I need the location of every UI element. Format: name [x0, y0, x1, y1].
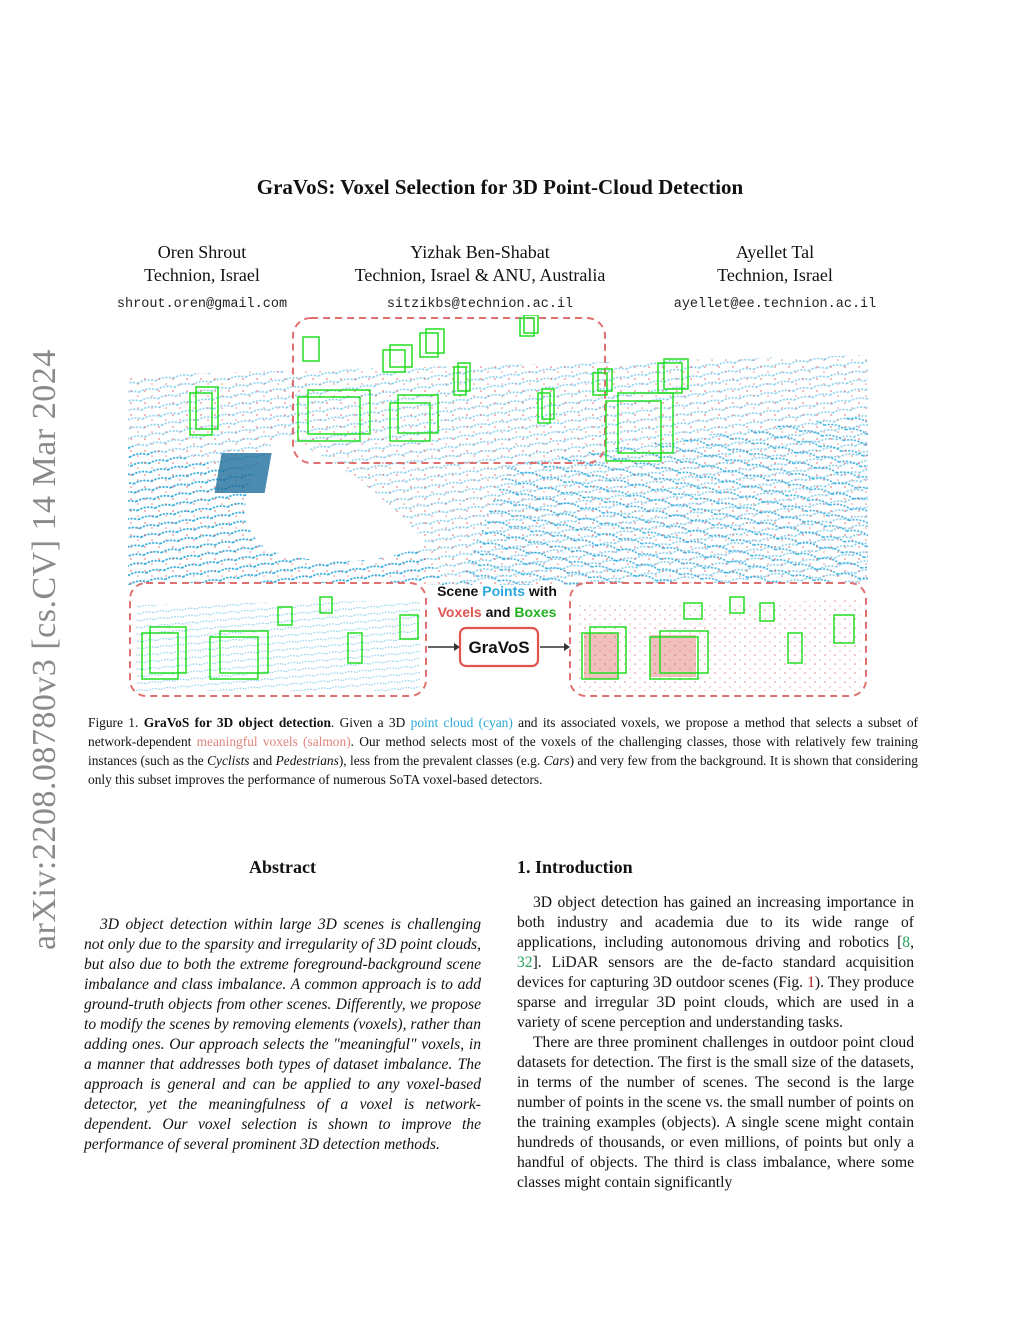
caption-italic: Cars: [543, 753, 570, 768]
arxiv-identifier: arXiv:2208.08780v3 [cs.CV] 14 Mar 2024: [26, 349, 63, 951]
caption-text: and: [249, 753, 276, 768]
figure-legend-line-2: Voxels and Boxes: [437, 604, 557, 620]
figure-caption: [88, 713, 918, 789]
caption-text: ) and very few from the background. It is shown that considering only this subset improves the performance of numerous SoTA voxel-based detectors.: [88, 753, 918, 787]
citation-link[interactable]: 32: [517, 954, 533, 971]
author-affiliation: Technion, Israel & ANU, Australia: [354, 265, 606, 285]
intro-text: ). They produce sparse and irregular 3D point clouds, which are used in a variety of scene perception and understanding tasks.: [517, 974, 914, 1031]
author-name: Ayellet Tal: [735, 242, 815, 262]
intro-text: ]. LiDAR sensors are the de-facto standard acquisition devices for capturing 3D outdoor scenes (Fig.: [517, 954, 914, 991]
point-cloud-illustration: [128, 315, 868, 705]
caption-text: . Given a 3D: [330, 715, 411, 730]
author-block: [660, 241, 890, 316]
gravos-label: GraVoS: [468, 638, 530, 657]
caption-label: Figure 1.: [88, 715, 144, 730]
intro-paragraph-1: [517, 893, 914, 1033]
author-block: [330, 241, 630, 316]
author-name: Yizhak Ben-Shabat: [410, 242, 550, 262]
intro-text: ,: [910, 934, 914, 951]
figure-link[interactable]: 1: [807, 974, 815, 991]
citation-link[interactable]: 8: [902, 934, 911, 951]
caption-text: . Our method selects most of the voxels of the challenging classes, those with relatively few training instances (such as the: [88, 734, 919, 768]
caption-text: ), less from the prevalent classes (e.g.: [338, 753, 544, 768]
abstract-text: 3D object detection within large 3D scenes is challenging not only due to the sparsity and irregularity of 3D point clouds, but also due to both the extreme foreground-background scene imbalance and class imbalance. A common approach is to add ground-truth objects from other scenes. Differently, we propose to modify the scenes by removing elements (voxels), rather than adding ones. Our approach selects the "meaningful" voxels, in a manner that addresses both types of dataset imbalance. The approach is general and can be applied to any voxel-based detector, yet the meaningfulness of a voxel is network-dependent. Our voxel selection is shown to improve the performance of several prominent 3D detection methods.: [84, 916, 481, 1153]
paper-title: GraVoS: Voxel Selection for 3D Point-Cloud Detection: [256, 175, 744, 199]
intro-text: 3D object detection has gained an increasing importance in both industry and academia due to its wide range of applications, including autonomous driving and robotics [: [517, 894, 914, 951]
caption-italic: Cyclists: [207, 753, 250, 768]
author-affiliation: Technion, Israel: [144, 265, 260, 285]
caption-bold: GraVoS for 3D object detection: [143, 715, 331, 730]
teaser-figure: [128, 315, 868, 705]
figure-legend-line-1: Scene Points with: [437, 583, 557, 599]
introduction-section: [517, 857, 914, 1193]
author-email[interactable]: sitzikbs@technion.ac.il: [386, 297, 574, 312]
author-name: Oren Shrout: [157, 242, 247, 262]
intro-paragraph-2: There are three prominent challenges in outdoor point cloud datasets for detection. The first is the small size of the datasets, in terms of the number of scenes. The second is the large number of points in the scene vs. the small number of points on the training examples (objects). A single scene might contain hundreds of thousands, or even millions, of points but only a handful of objects. The third is class imbalance, where some classes might contain significantly: [517, 1034, 914, 1191]
author-block: [102, 241, 302, 316]
abstract-heading: Abstract: [249, 857, 316, 877]
abstract-section: [84, 857, 481, 1155]
caption-cyan-text: point cloud (cyan): [410, 715, 513, 730]
author-affiliation: Technion, Israel: [717, 265, 833, 285]
author-email[interactable]: ayellet@ee.technion.ac.il: [673, 297, 877, 312]
introduction-heading: 1. Introduction: [517, 857, 633, 877]
author-email[interactable]: shrout.oren@gmail.com: [116, 297, 288, 312]
caption-italic: Pedestrians: [275, 753, 339, 768]
caption-text: and its associated voxels, we propose a method that selects a subset of network-dependent: [88, 715, 918, 749]
caption-salmon-text: meaningful voxels (salmon): [196, 734, 351, 749]
